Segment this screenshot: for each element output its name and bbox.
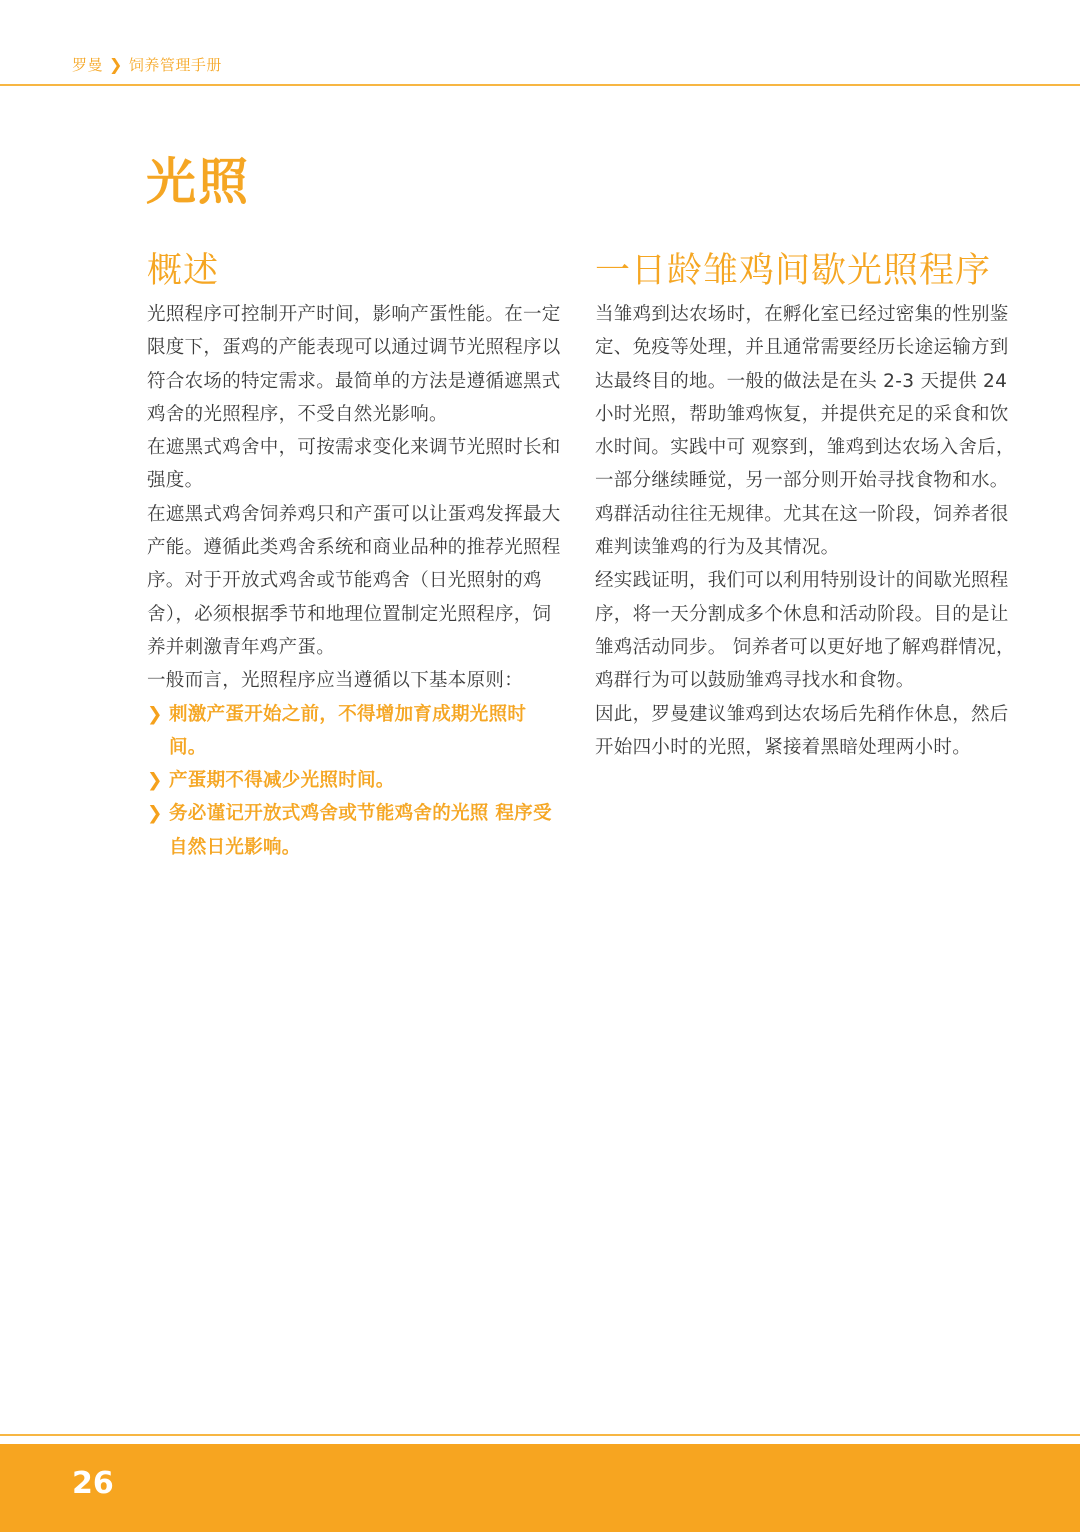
principles-list	[147, 698, 562, 864]
list-item	[147, 764, 562, 797]
chevron-right-icon: ❯	[147, 803, 163, 825]
overview-paragraph: 在遮黑式鸡舍饲养鸡只和产蛋可以让蛋鸡发挥最大产能。遵循此类鸡舍系统和商业品种的推荐光照程序。对于开放式鸡舍或节能鸡舍（日光照射的鸡舍），必须根据季节和地理位置制定光照程序，饲养并刺激青年鸡产蛋。	[147, 503, 561, 658]
breadcrumb-section[interactable]: 饲养管理手册	[128, 56, 222, 74]
overview-paragraph: 一般而言，光照程序应当遵循以下基本原则：	[147, 670, 524, 692]
chevron-right-icon: ❯	[147, 770, 163, 792]
list-item	[147, 797, 562, 864]
list-item-text: 刺激产蛋开始之前，不得增加育成期光照时间。	[169, 703, 527, 758]
overview-section	[147, 248, 562, 864]
page-header	[0, 0, 1080, 86]
page-number: 26	[72, 1466, 114, 1501]
page-footer	[0, 1444, 1080, 1532]
list-item	[147, 698, 562, 765]
overview-paragraph: 光照程序可控制开产时间，影响产蛋性能。在一定限度下，蛋鸡的产能表现可以通过调节光照程序以符合农场的特定需求。最简单的方法是遵循遮黑式鸡舍的光照程序，不受自然光影响。	[147, 304, 561, 425]
intermittent-lighting-section	[595, 248, 1015, 764]
intermittent-lighting-paragraph: 因此，罗曼建议雏鸡到达农场后先稍作休息，然后开始四小时的光照，紧接着黑暗处理两小时。	[595, 703, 1009, 758]
page-title: 光照	[146, 153, 250, 211]
intermittent-lighting-paragraph: 经实践证明，我们可以利用特别设计的间歇光照程序，将一天分割成多个休息和活动阶段。目的是让雏鸡活动同步。 饲养者可以更好地了解鸡群情况，鸡群行为可以鼓励雏鸡寻找水和食物。	[595, 570, 1015, 692]
breadcrumb	[72, 54, 222, 75]
breadcrumb-brand[interactable]: 罗曼	[72, 56, 104, 74]
overview-paragraph: 在遮黑式鸡舍中，可按需求变化来调节光照时长和强度。	[147, 437, 561, 492]
header-divider	[0, 84, 1080, 86]
intermittent-lighting-heading: 一日龄雏鸡间歇光照程序	[595, 251, 992, 291]
overview-heading: 概述	[147, 251, 220, 291]
chevron-right-icon: ❯	[147, 703, 163, 725]
intermittent-lighting-paragraph: 当雏鸡到达农场时，在孵化室已经过密集的性别鉴定、免疫等处理，并且通常需要经历长途运输方到达最终目的地。一般的做法是在头 2-3 天提供 24 小时光照，帮助雏鸡恢复，并提供充足的采食和饮水时间。实践中可 观察到，雏鸡到达农场入舍后，一部分继续睡觉，另一部分则开始寻找食物和水。鸡群活动往往无规律。尤其在这一阶段，饲养者很难判读雏鸡的行为及其情况。	[595, 304, 1015, 559]
list-item-text: 产蛋期不得减少光照时间。	[169, 770, 395, 792]
list-item-text: 务必谨记开放式鸡舍或节能鸡舍的光照 程序受自然日光影响。	[169, 803, 552, 858]
footer-divider	[0, 1434, 1080, 1436]
chevron-right-icon: ❯	[109, 55, 123, 74]
